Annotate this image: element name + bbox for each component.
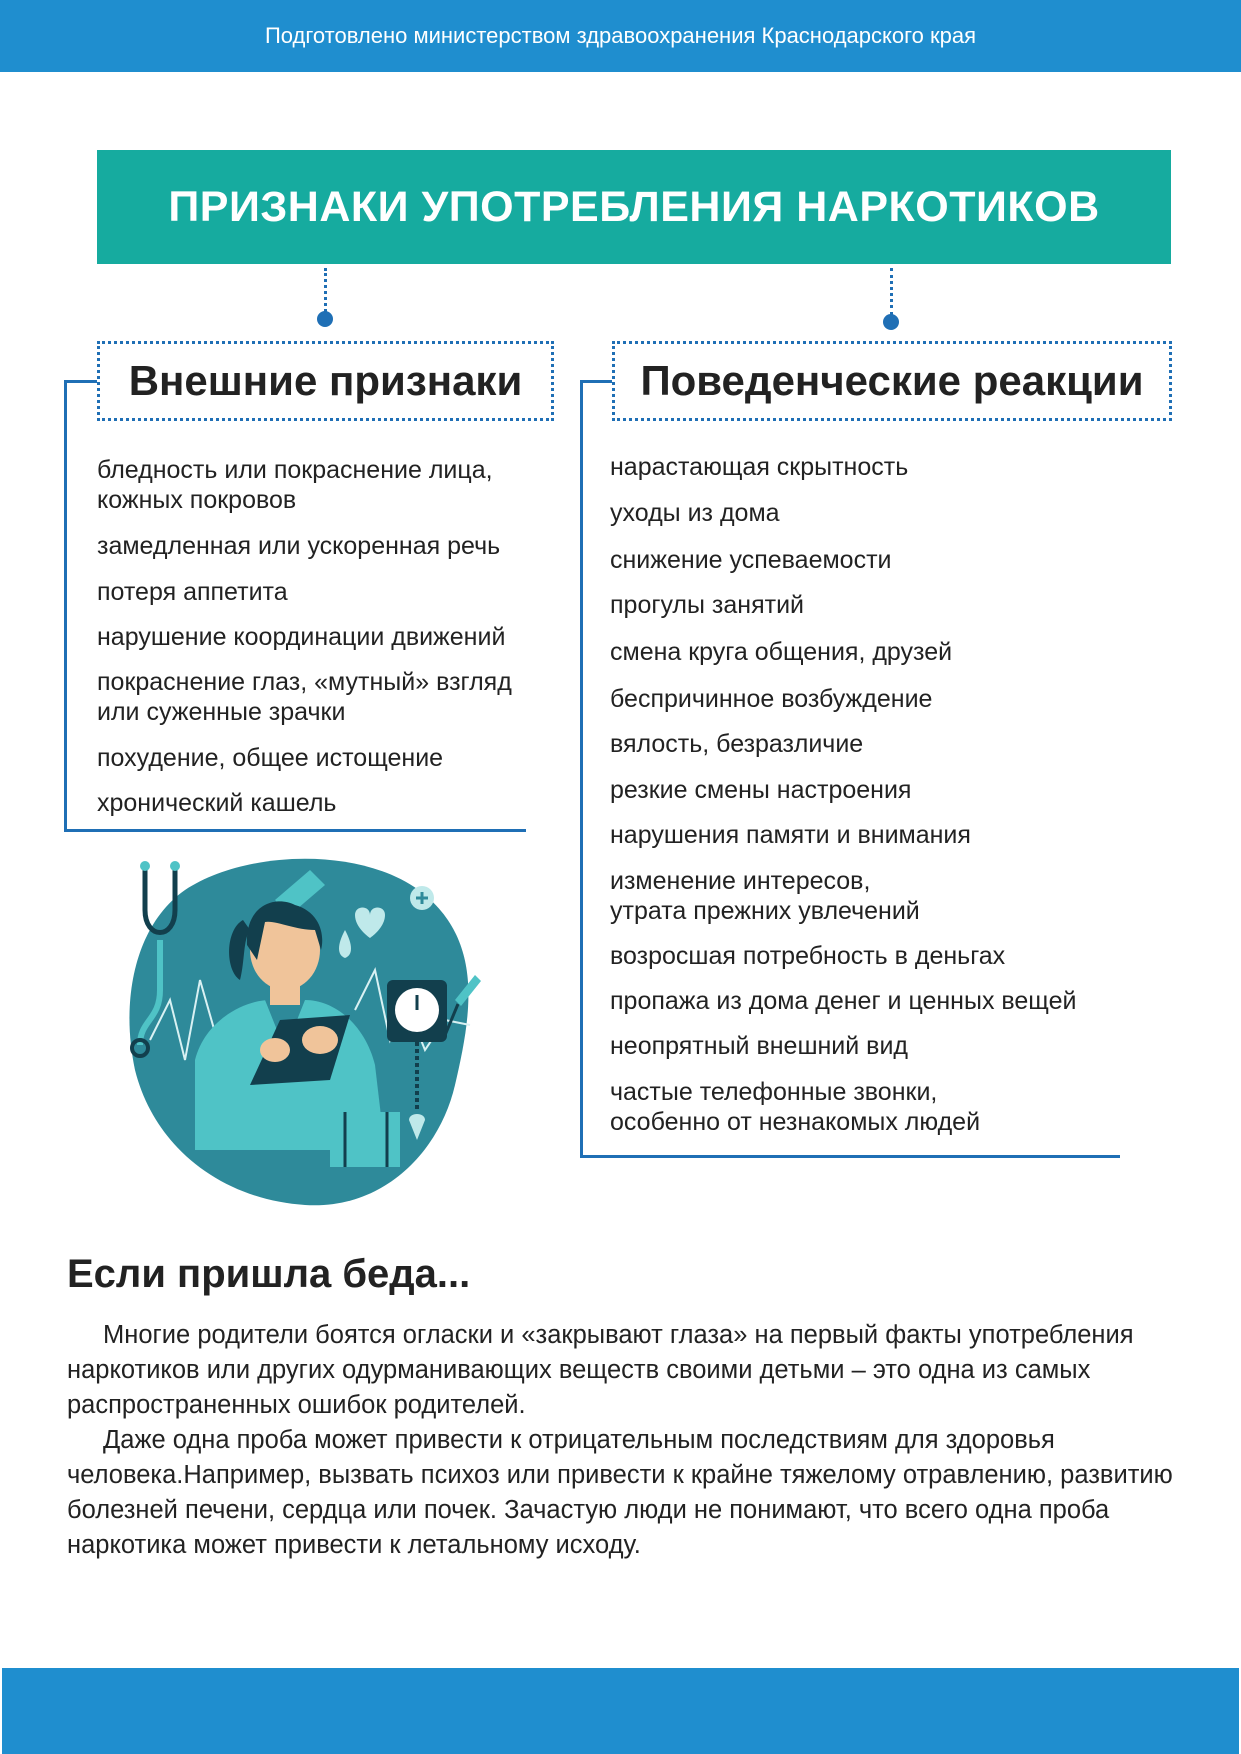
external-list: [97, 455, 567, 818]
external-heading: [97, 341, 554, 421]
list-item: смена круга общения, друзей: [610, 638, 953, 666]
connector-left: [324, 268, 327, 312]
list-item: нарушение координации движений: [97, 623, 506, 651]
nurse-illustration: [125, 850, 510, 1240]
list-item: хронический кашель: [97, 789, 337, 817]
connector-right: [890, 268, 893, 315]
list-item: нарастающая скрытность: [610, 453, 909, 481]
top-banner: [0, 0, 1241, 72]
list-item: снижение успеваемости: [610, 546, 892, 574]
list-item: частые телефонные звонки, особенно от незнакомых людей: [610, 1078, 981, 1136]
page-title: [97, 150, 1171, 264]
trouble-paragraph-1: Многие родители боятся огласки и «закрывают глаза» на первый факты употребления наркотиков или других одурманивающих веществ своими детьми – это одна из самых распространенных ошибок родителей.: [67, 1321, 1134, 1419]
list-item: потеря аппетита: [97, 578, 288, 606]
list-item: бледность или покраснение лица, кожных покровов: [97, 456, 493, 514]
header-text: Подготовлено министерством здравоохранения Краснодарского края: [264, 23, 977, 48]
trouble-text: [67, 1318, 1197, 1563]
external-heading-text: Внешние признаки: [128, 357, 523, 404]
list-item: вялость, безразличие: [610, 730, 864, 758]
connector-dot-right: [883, 314, 899, 330]
list-item: неопрятный внешний вид: [610, 1032, 909, 1060]
list-item: прогулы занятий: [610, 591, 805, 619]
list-item: изменение интересов, утрата прежних увлечений: [610, 867, 920, 925]
behavioral-heading: [612, 341, 1172, 421]
trouble-heading: Если пришла беда...: [67, 1252, 471, 1296]
list-item: возросшая потребность в деньгах: [610, 942, 1006, 970]
list-item: беспричинное возбуждение: [610, 685, 933, 713]
bottom-banner: [2, 1668, 1239, 1754]
list-item: уходы из дома: [610, 499, 780, 527]
page-title-text: ПРИЗНАКИ УПОТРЕБЛЕНИЯ НАРКОТИКОВ: [168, 182, 1100, 231]
list-item: пропажа из дома денег и ценных вещей: [610, 987, 1077, 1015]
list-item: резкие смены настроения: [610, 776, 912, 804]
list-item: покраснение глаз, «мутный» взгляд или суженные зрачки: [97, 668, 512, 726]
list-item: замедленная или ускоренная речь: [97, 532, 501, 560]
behavioral-list: [610, 452, 1170, 1137]
list-item: похудение, общее истощение: [97, 744, 444, 772]
behavioral-heading-text: Поведенческие реакции: [640, 357, 1144, 404]
trouble-paragraph-2: Даже одна проба может привести к отрицательным последствиям для здоровья человека.Например, вызвать психоз или привести к крайне тяжелому отравлению, развитию болезней печени, сердца или почек. Зачастую люди не понимают, что всего одна проба наркотика может привести к летальному исходу.: [67, 1426, 1173, 1559]
connector-dot-left: [317, 311, 333, 327]
list-item: нарушения памяти и внимания: [610, 821, 971, 849]
